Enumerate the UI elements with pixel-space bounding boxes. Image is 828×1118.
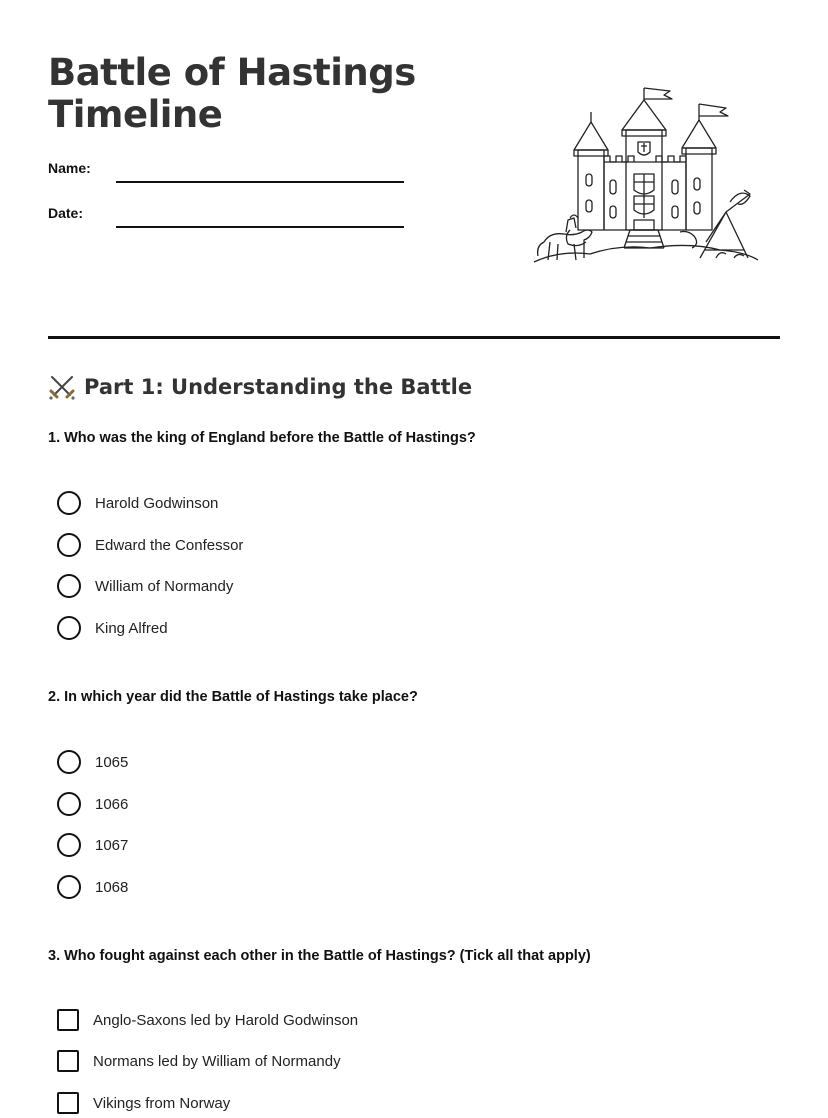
- option-label: King Alfred: [95, 619, 168, 637]
- q1-option-3[interactable]: [57, 573, 233, 599]
- question-3-text: 3. Who fought against each other in the Battle of Hastings? (Tick all that apply): [48, 948, 591, 964]
- q1-option-4[interactable]: [57, 615, 168, 641]
- q2-option-4[interactable]: [57, 874, 128, 900]
- option-label: 1065: [95, 753, 129, 771]
- date-field[interactable]: [48, 205, 408, 229]
- radio-button[interactable]: [57, 574, 81, 598]
- name-label: Name:: [48, 160, 91, 176]
- radio-button[interactable]: [57, 533, 81, 557]
- radio-button[interactable]: [57, 616, 81, 640]
- page-title: [48, 52, 416, 136]
- title-line-1: Battle of Hastings: [48, 51, 416, 94]
- checkbox[interactable]: [57, 1009, 79, 1031]
- option-label: Vikings from Norway: [93, 1094, 231, 1112]
- option-label: 1066: [95, 795, 129, 813]
- name-field[interactable]: [48, 160, 408, 184]
- radio-button[interactable]: [57, 833, 81, 857]
- radio-button[interactable]: [57, 792, 81, 816]
- radio-button[interactable]: [57, 875, 81, 899]
- q2-option-1[interactable]: [57, 749, 128, 775]
- option-label: 1067: [95, 836, 129, 854]
- option-label: Edward the Confessor: [95, 536, 244, 554]
- option-label: Harold Godwinson: [95, 494, 219, 512]
- castle-illustration: [530, 82, 762, 268]
- name-write-line[interactable]: [116, 181, 404, 183]
- option-label: 1068: [95, 878, 129, 896]
- section-divider: [48, 336, 780, 339]
- radio-button[interactable]: [57, 491, 81, 515]
- q2-option-2[interactable]: [57, 791, 128, 817]
- section-1-heading: [48, 374, 472, 400]
- date-label: Date:: [48, 205, 84, 221]
- option-label: William of Normandy: [95, 577, 234, 595]
- question-1-text: 1. Who was the king of England before the Battle of Hastings?: [48, 430, 476, 446]
- q2-option-3[interactable]: [57, 832, 128, 858]
- question-2-text: 2. In which year did the Battle of Hastings take place?: [48, 689, 418, 705]
- checkbox[interactable]: [57, 1050, 79, 1072]
- title-line-2: Timeline: [48, 93, 223, 136]
- section-1-title: Part 1: Understanding the Battle: [84, 375, 473, 399]
- option-label: Anglo-Saxons led by Harold Godwinson: [93, 1011, 359, 1029]
- q3-option-3[interactable]: [57, 1090, 230, 1116]
- q1-option-2[interactable]: [57, 532, 243, 558]
- q3-option-2[interactable]: [57, 1048, 341, 1074]
- crossed-swords-icon: [48, 374, 76, 400]
- q1-option-1[interactable]: [57, 490, 218, 516]
- radio-button[interactable]: [57, 750, 81, 774]
- q3-option-1[interactable]: [57, 1007, 358, 1033]
- checkbox[interactable]: [57, 1092, 79, 1114]
- date-write-line[interactable]: [116, 226, 404, 228]
- option-label: Normans led by William of Normandy: [93, 1052, 341, 1070]
